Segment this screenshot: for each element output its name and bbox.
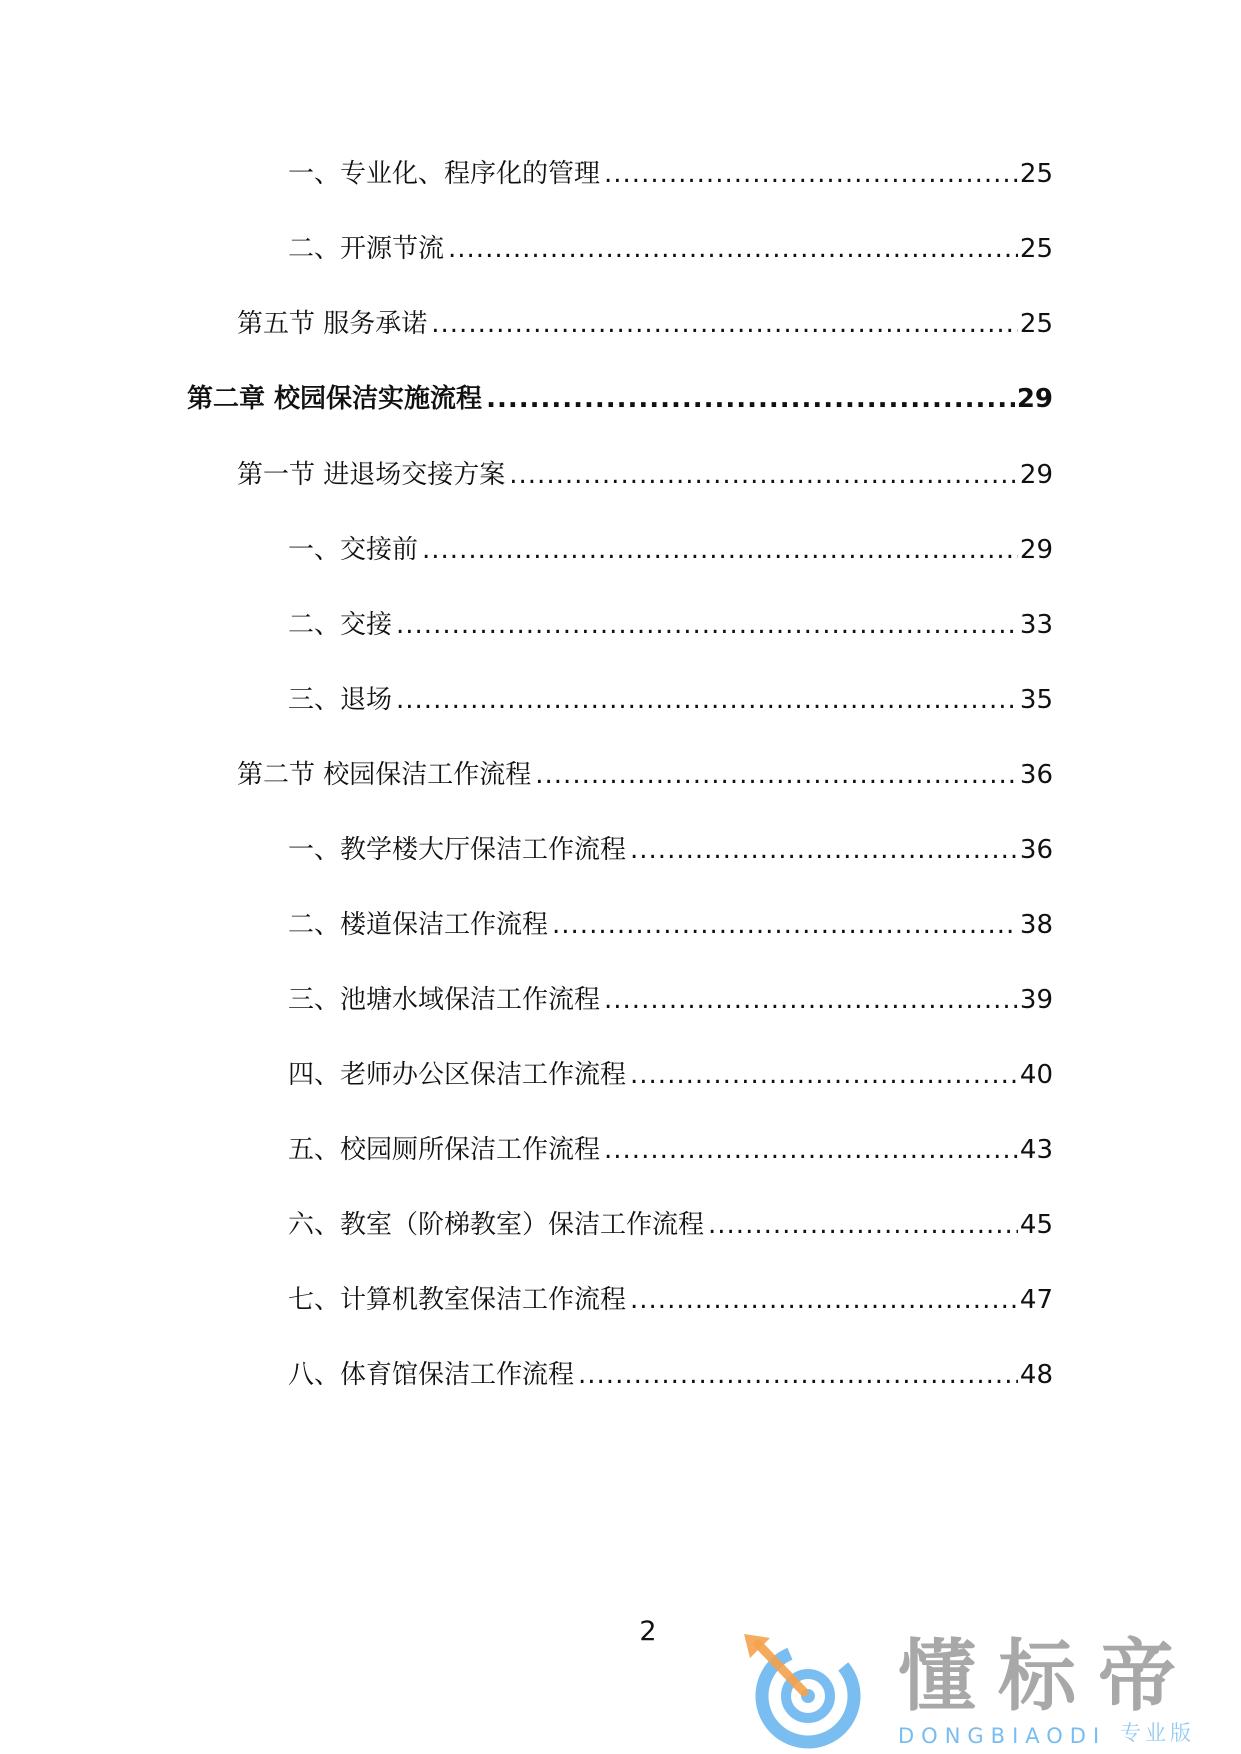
- toc-entry-chapter[interactable]: [187, 375, 1053, 415]
- toc-entry[interactable]: [288, 1276, 1053, 1316]
- toc-entry-title: 四、老师办公区保洁工作流程: [288, 1060, 627, 1090]
- toc-entry-title: 一、教学楼大厅保洁工作流程: [288, 835, 627, 865]
- toc-entry-page: 35: [1019, 685, 1053, 715]
- toc-entry-page: 29: [1016, 384, 1053, 414]
- toc-entry-page: 45: [1019, 1210, 1053, 1240]
- toc-entry-title: 一、交接前: [288, 535, 419, 565]
- toc-entry-page: 33: [1019, 610, 1053, 640]
- toc-entry[interactable]: [288, 150, 1053, 190]
- toc-leader-dots: [422, 534, 1018, 566]
- toc-entry-page: 43: [1019, 1135, 1053, 1165]
- toc-entry[interactable]: [288, 1126, 1053, 1166]
- watermark-edition: 专业版: [1120, 1721, 1195, 1745]
- toc-entry-title: 八、体育馆保洁工作流程: [288, 1360, 575, 1390]
- toc-entry[interactable]: [237, 300, 1053, 340]
- watermark: [740, 1632, 1220, 1750]
- toc-entry[interactable]: [288, 225, 1053, 265]
- toc-entry[interactable]: [288, 976, 1053, 1016]
- toc-entry[interactable]: [237, 451, 1053, 491]
- toc-entry-title: 二、交接: [288, 610, 393, 640]
- toc-leader-dots: [630, 834, 1018, 866]
- toc-entry[interactable]: [288, 826, 1053, 866]
- toc-entry-page: 25: [1019, 234, 1053, 264]
- toc-entry[interactable]: [237, 751, 1053, 791]
- toc-entry[interactable]: [288, 1351, 1053, 1391]
- toc-entry[interactable]: [288, 1051, 1053, 1091]
- toc-leader-dots: [630, 1059, 1018, 1091]
- toc-leader-dots: [630, 1284, 1018, 1316]
- toc-leader-dots: [708, 1209, 1018, 1241]
- toc-entry-title: 二、开源节流: [288, 234, 445, 264]
- toc-leader-dots: [604, 158, 1018, 190]
- toc-entry-page: 36: [1019, 835, 1053, 865]
- page-number: 2: [639, 1616, 657, 1647]
- toc-entry-title: 第五节 服务承诺: [237, 309, 428, 339]
- toc-entry-page: 39: [1019, 985, 1053, 1015]
- watermark-brand-en: DONGBIAODI: [898, 1724, 1107, 1748]
- toc-entry[interactable]: [288, 601, 1053, 641]
- toc-entry-title: 七、计算机教室保洁工作流程: [288, 1285, 627, 1315]
- toc-entry-page: 47: [1019, 1285, 1053, 1315]
- toc-entry[interactable]: [288, 1201, 1053, 1241]
- toc-entry-title: 六、教室（阶梯教室）保洁工作流程: [288, 1210, 705, 1240]
- toc-entry[interactable]: [288, 901, 1053, 941]
- toc-leader-dots: [604, 1134, 1018, 1166]
- toc-entry-title: 三、池塘水域保洁工作流程: [288, 985, 601, 1015]
- toc-entry-title: 一、专业化、程序化的管理: [288, 159, 601, 189]
- toc-leader-dots: [509, 459, 1018, 491]
- toc-entry-page: 29: [1019, 535, 1053, 565]
- toc-entry-page: 29: [1019, 460, 1053, 490]
- toc-leader-dots: [396, 609, 1018, 641]
- toc-entry-page: 25: [1019, 309, 1053, 339]
- toc-entry[interactable]: [288, 676, 1053, 716]
- toc-leader-dots: [486, 383, 1015, 415]
- toc-entry-title: 第二章 校园保洁实施流程: [187, 384, 483, 414]
- toc-entry-title: 五、校园厕所保洁工作流程: [288, 1135, 601, 1165]
- toc-entry-title: 二、楼道保洁工作流程: [288, 910, 549, 940]
- toc-leader-dots: [604, 984, 1018, 1016]
- target-arrow-icon: [740, 1632, 870, 1750]
- toc-entry-page: 25: [1019, 159, 1053, 189]
- toc-leader-dots: [448, 233, 1018, 265]
- toc-entry-title: 三、退场: [288, 685, 393, 715]
- toc-leader-dots: [431, 308, 1018, 340]
- toc-leader-dots: [578, 1359, 1018, 1391]
- toc-entry-page: 48: [1019, 1360, 1053, 1390]
- toc-entry-title: 第一节 进退场交接方案: [237, 460, 506, 490]
- toc-entry-title: 第二节 校园保洁工作流程: [237, 760, 532, 790]
- toc-leader-dots: [396, 684, 1018, 716]
- toc-entry-page: 40: [1019, 1060, 1053, 1090]
- toc-entry-page: 36: [1019, 760, 1053, 790]
- toc-entry-page: 38: [1019, 910, 1053, 940]
- toc-leader-dots: [535, 759, 1018, 791]
- watermark-brand-cn: 懂标帝: [898, 1632, 1199, 1722]
- toc-leader-dots: [552, 909, 1018, 941]
- toc-entry[interactable]: [288, 526, 1053, 566]
